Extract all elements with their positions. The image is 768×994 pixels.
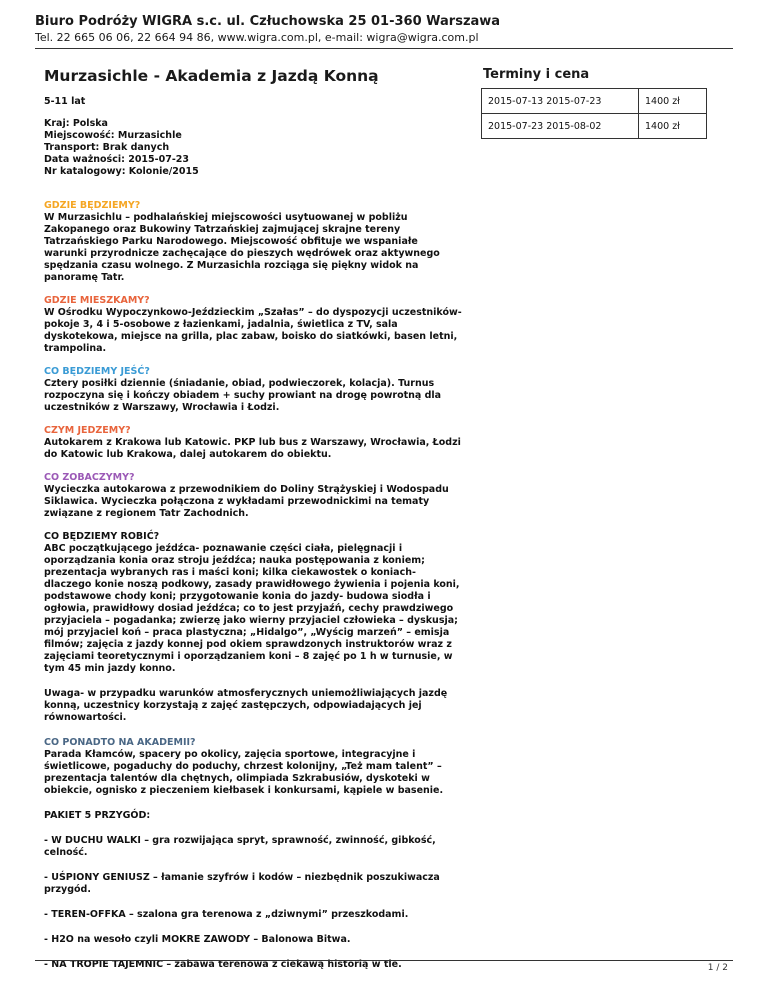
weather-note: Uwaga- w przypadku warunków atmosferycznych uniemożliwiających jazdę konną, uczestnicy korzystają z zajęć zastępczych, odpowiadających jej równowartości. <box>44 688 448 723</box>
section-text: W Ośrodku Wypoczynkowo-Jeździeckim „Szałas” – do dyspozycji uczestników- pokoje 3, 4 i 5-osobowe z łazienkami, jadalnia, świetlica z TV, sala dyskotekowa, miejsce na grilla, plac zabaw, boisko do siatkówki, basen letni, trampolina. <box>44 307 462 354</box>
terms-table <box>481 88 707 139</box>
footer-divider <box>35 960 733 961</box>
meta-catalog-number: Nr katalogowy: Kolonie/2015 <box>44 166 199 177</box>
section-heading: GDZIE BĘDZIEMY? <box>44 200 141 211</box>
meta-transport: Transport: Brak danych <box>44 142 170 153</box>
section-text: Autokarem z Krakowa lub Katowic. PKP lub bus z Warszawy, Wrocławia, Łodzi do Katowic lub Krakowa, dalej autokarem do obiektu. <box>44 437 461 460</box>
company-name: Biuro Podróży WIGRA s.c. ul. Człuchowska 25 01-360 Warszawa <box>35 14 501 29</box>
table-row <box>482 89 707 114</box>
section-text: Parada Kłamców, spacery po okolicy, zajęcia sportowe, integracyjne i świetlicowe, pogaduchy do poduchy, chrzest kolonijny, „Też mam talent” – prezentacja talentów dla chętnych, olimpiada Szkrabusiów, dyskoteki w obiekcie, ognisko z pieczeniem kiełbasek i konkursami, kąpiele w basenie. <box>44 749 444 796</box>
section-heading: CO PONADTO NA AKADEMII? <box>44 737 196 748</box>
meta-valid-date: Data ważności: 2015-07-23 <box>44 154 189 165</box>
section-heading: CZYM JEDZEMY? <box>44 425 131 436</box>
section-text: ABC początkującego jeźdźca- poznawanie części ciała, pielęgnacji i oporządzania konia oraz stroju jeźdźca; nauka postępowania z koniem; prezentacja wybranych ras i maści koni; kilka ciekawostek o koniach- dlaczego konie noszą podkowy, zasady prawidłowego żywienia i pojenia koni, podstawowe chody koni; przygotowanie konia do jazdy- budowa siodła i ogłowia, prawidłowy dosiad jeźdźca; co to jest przyjaźń, cechy prawdziwego przyjaciela – pogadanka; zwierzę jako wierny przyjaciel człowieka – dyskusja; mój przyjaciel koń – praca plastyczna; „Hidalgo”, „Wyścig marzeń” – emisja filmów; zajęcia z jazdy konnej pod okiem sprawdzonych instruktorów wraz z zajęciami teoretycznymi i oporządzaniem koni – 8 zajęć po 1 h w turnusie, w tym 45 min jazdy konno. <box>44 543 460 674</box>
package-item: - UŚPIONY GENIUSZ – łamanie szyfrów i kodów – niezbędnik poszukiwacza przygód. <box>44 872 440 895</box>
term-dates: 2015-07-23 2015-08-02 <box>482 114 639 139</box>
header-divider <box>35 48 733 49</box>
term-price: 1400 zł <box>639 89 707 114</box>
terms-panel <box>481 66 734 139</box>
package-item: - W DUCHU WALKI – gra rozwijająca spryt, sprawność, zwinność, gibkość, celność. <box>44 835 436 858</box>
offer-meta <box>44 118 464 178</box>
package-item: - TEREN-OFFKA – szalona gra terenowa z „dziwnymi” przeszkodami. <box>44 909 409 920</box>
term-price: 1400 zł <box>639 114 707 139</box>
section-sightseeing <box>44 472 464 520</box>
section-travel <box>44 425 464 461</box>
section-where <box>44 200 464 284</box>
section-heading: CO BĘDZIEMY ROBIĆ? <box>44 531 160 542</box>
company-contact: Tel. 22 665 06 06, 22 664 94 86, www.wigra.com.pl, e-mail: wigra@wigra.com.pl <box>35 31 479 44</box>
term-dates: 2015-07-13 2015-07-23 <box>482 89 639 114</box>
section-heading: CO BĘDZIEMY JEŚĆ? <box>44 366 150 377</box>
section-extra <box>44 737 464 797</box>
meta-country: Kraj: Polska <box>44 118 108 129</box>
package-item: - NA TROPIE TAJEMNIC – zabawa terenowa z ciekawą historią w tle. <box>44 959 402 970</box>
section-accommodation <box>44 295 464 355</box>
offer-description <box>44 66 464 984</box>
table-row <box>482 114 707 139</box>
offer-title: Murzasichle - Akademia z Jazdą Konną <box>44 67 379 85</box>
meta-town: Miejscowość: Murzasichle <box>44 130 182 141</box>
section-text: Cztery posiłki dziennie (śniadanie, obiad, podwieczorek, kolacja). Turnus rozpoczyna się i kończy obiadem + suchy prowiant na drogę powrotną dla uczestników z Warszawy, Wrocławia i Łodzi. <box>44 378 442 413</box>
document-header <box>35 13 735 45</box>
section-activities <box>44 531 464 675</box>
page-number: 1 / 2 <box>707 963 728 973</box>
offer-age-range: 5-11 lat <box>44 96 86 107</box>
package-title: PAKIET 5 PRZYGÓD: <box>44 810 151 821</box>
section-text: W Murzasichlu – podhalańskiej miejscowości usytuowanej w pobliżu Zakopanego oraz Bukowiny Tatrzańskiej zajmującej skrajne tereny Tatrzańskiego Parku Narodowego. Miejscowość obfituje we wspaniałe warunki przyrodnicze zachęcające do pieszych wędrówek oraz aktywnego spędzania czasu wolnego. Z Murzasichla rozciąga się piękny widok na panoramę Tatr. <box>44 212 440 283</box>
section-text: Wycieczka autokarowa z przewodnikiem do Doliny Strążyskiej i Wodospadu Siklawica. Wycieczka połączona z wykładami przewodnickimi na tematy związane z regionem Tatr Zachodnich. <box>44 484 449 519</box>
package-item: - H2O na wesoło czyli MOKRE ZAWODY – Balonowa Bitwa. <box>44 934 351 945</box>
section-heading: CO ZOBACZYMY? <box>44 472 135 483</box>
section-meals <box>44 366 464 414</box>
terms-title: Terminy i cena <box>483 67 590 82</box>
section-heading: GDZIE MIESZKAMY? <box>44 295 150 306</box>
